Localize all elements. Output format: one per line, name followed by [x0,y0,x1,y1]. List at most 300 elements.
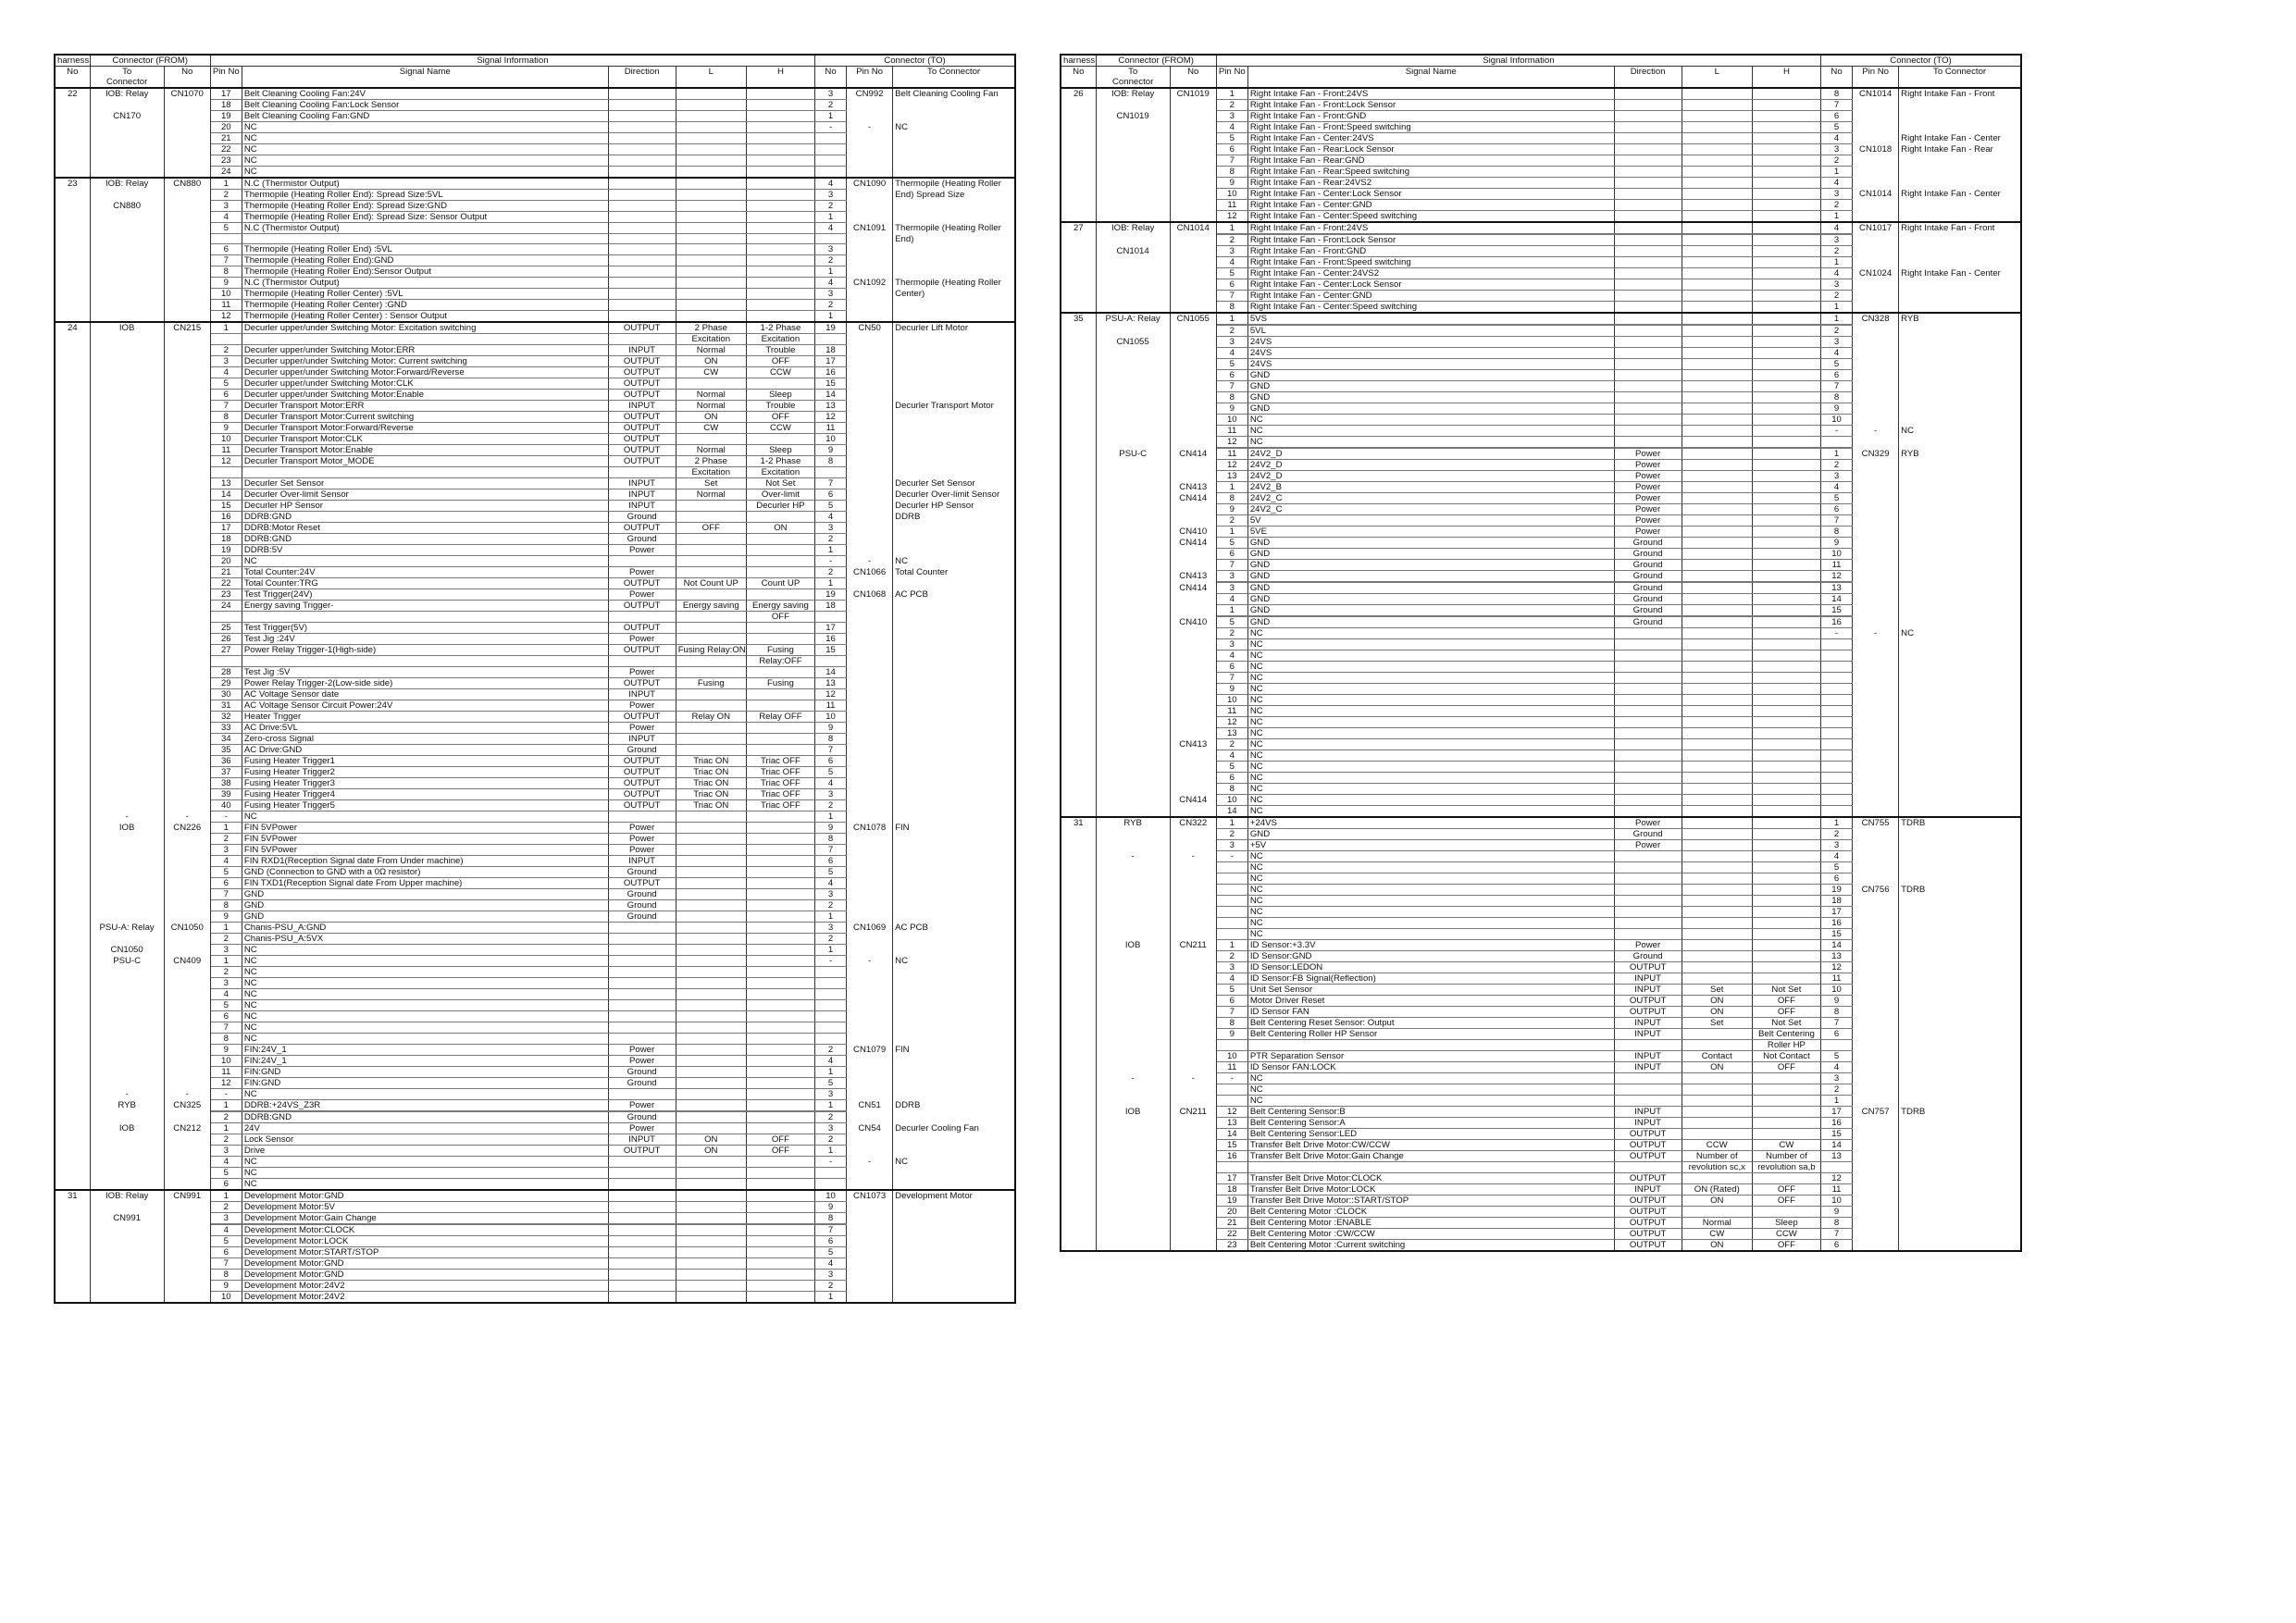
signal-name-cell: ID Sensor:+3.3V [1247,940,1614,951]
to-connector-cell [1096,257,1170,268]
l-value-cell [676,956,746,967]
pin-no-cell: 3 [1216,583,1247,594]
pin-no-cell: 11 [210,445,242,456]
direction-cell: OUTPUT [608,789,676,800]
to-pin-no-cell [1853,504,1899,515]
pin-no-cell: 11 [1216,706,1247,717]
to-pin-no-cell [1853,1029,1899,1040]
direction-cell: OUTPUT [608,456,676,467]
to-pin-no-cell [1853,795,1899,806]
from-connector-no-cell [164,311,210,323]
h-value-cell [746,823,814,834]
to-connector-cell [90,567,164,578]
to-connector-cell [1096,211,1170,223]
to-connector-name-cell [1899,684,2021,695]
to-connector-name-cell [1899,962,2021,973]
l-value-cell [1682,1029,1752,1040]
h-value-cell [1752,662,1820,673]
to-connector-name-cell [1899,873,2021,885]
h-value-cell [1752,337,1820,348]
l-value-cell: Fusing [676,678,746,689]
from-connector-no-cell: CN880 [164,178,210,190]
from-connector-no-cell [1170,985,1216,996]
to-connector-name-cell [893,856,1015,867]
l-header: L [1682,67,1752,89]
to-connector-name-cell [893,434,1015,445]
to-no-cell: 1 [815,111,847,122]
h-value-cell [1752,795,1820,806]
l-value-cell [1682,337,1752,348]
l-value-cell: ON [1682,1240,1752,1252]
l-value-cell [676,234,746,244]
to-no-cell: 18 [1821,896,1853,907]
to-connector-cell [90,223,164,234]
to-connector-cell [90,878,164,889]
to-connector-name-cell [893,1179,1015,1191]
direction-cell: OUTPUT [1614,1173,1682,1184]
to-connector-cell [90,612,164,623]
direction-cell: OUTPUT [608,378,676,390]
to-no-cell [1821,1162,1853,1173]
to-connector-cell [90,1034,164,1045]
to-connector-cell [1096,348,1170,359]
to-pin-no-cell [1853,739,1899,750]
harness-no-cell [55,689,90,700]
direction-cell [608,255,676,266]
from-connector-no-cell: CN413 [1170,571,1216,582]
to-connector-cell [90,1270,164,1281]
h-value-cell: OFF [1752,1184,1820,1196]
to-connector-name-cell [1899,907,2021,918]
signal-name-cell: Chanis-PSU_A:GND [242,923,608,934]
to-no-cell [1821,806,1853,818]
from-connector-no-cell [1170,279,1216,291]
harness-no-cell [1061,200,1096,211]
to-no-cell: 7 [1821,381,1853,392]
to-connector-header [1096,67,1170,89]
to-no-cell: 8 [1821,392,1853,403]
pin-no-cell: 12 [210,456,242,467]
to-no-cell: 8 [815,734,847,745]
l-value-cell [676,300,746,311]
pin-no-cell: 2 [1216,235,1247,246]
to-connector-name-cell [1899,279,2021,291]
harness-no-cell [1061,504,1096,515]
to-no-cell: 15 [1821,1129,1853,1140]
l-value-cell [676,1202,746,1213]
from-connector-no-cell [164,423,210,434]
harness-no-cell [55,155,90,167]
to-pin-no-cell [847,734,893,745]
direction-cell [1614,1162,1682,1173]
to-no-cell: 6 [815,1236,847,1247]
from-connector-no-cell [1170,662,1216,673]
table-row [1061,985,2021,996]
signal-name-cell: Belt Centering Reset Sensor: Output [1247,1018,1614,1029]
pin-no-cell: 5 [210,1168,242,1179]
to-no-cell [1821,695,1853,706]
from-connector-no-cell [1170,605,1216,616]
to-no-cell: 18 [815,601,847,612]
from-connector-no-cell [1170,1007,1216,1018]
harness-no-cell [55,1168,90,1179]
to-connector-cell [90,378,164,390]
from-connector-no-cell [164,1179,210,1191]
to-pin-no-cell [1853,1118,1899,1129]
to-connector-name-cell [893,623,1015,634]
from-connector-no-cell [164,700,210,712]
to-no-cell: 6 [815,856,847,867]
to-pin-no-cell: CN1017 [1853,222,1899,234]
harness-no-cell [1061,1073,1096,1084]
from-connector-no-cell [1170,392,1216,403]
to-connector-name-cell [893,445,1015,456]
pin-no-cell: 13 [1216,1118,1247,1129]
l-value-cell [1682,728,1752,739]
l-value-cell [676,1179,746,1191]
to-no-cell: 7 [1821,100,1853,111]
to-connector-name-cell [893,900,1015,911]
direction-cell [1614,437,1682,448]
to-connector-cell: CN1014 [1096,246,1170,257]
harness-no-cell [55,634,90,645]
h-value-cell [1752,515,1820,527]
pin-no-cell: - [210,1089,242,1100]
pin-no-cell: 14 [210,489,242,501]
to-no-cell [1821,639,1853,650]
table-row [1061,1062,2021,1073]
direction-cell: Power [1614,840,1682,851]
harness-no-cell [1061,896,1096,907]
h-value-cell: Triac OFF [746,756,814,767]
harness-no-cell: 26 [1061,88,1096,100]
harness-no-cell [1061,662,1096,673]
to-connector-name-cell: Center) [893,289,1015,300]
signal-name-cell: Decurler upper/under Switching Motor:ERR [242,345,608,356]
to-connector-cell [1096,268,1170,279]
h-value-cell [1752,426,1820,437]
table-row [55,1056,1015,1067]
signal-name-cell: Development Motor:24V2 [242,1292,608,1304]
to-connector-cell [90,634,164,645]
harness-no-cell [55,589,90,601]
to-no-cell: 3 [1821,840,1853,851]
to-connector-cell [90,1078,164,1089]
signal-name-cell: Right Intake Fan - Center:Lock Sensor [1247,279,1614,291]
harness-no-cell [55,1146,90,1157]
from-connector-no-cell: CN410 [1170,527,1216,538]
harness-no-cell [55,756,90,767]
direction-cell [1614,695,1682,706]
from-connector-no-cell [1170,348,1216,359]
to-pin-no-cell [1853,1018,1899,1029]
direction-cell [1614,773,1682,784]
direction-cell: INPUT [608,345,676,356]
direction-cell [608,122,676,133]
from-connector-no-cell [164,190,210,201]
to-connector-name-cell [1899,560,2021,571]
to-connector-cell [90,266,164,278]
from-connector-no-cell [1170,144,1216,155]
to-connector-name-cell [1899,762,2021,773]
to-connector-name-cell: Decurler Lift Motor [893,322,1015,334]
to-connector-cell: RYB [1096,817,1170,829]
table-row [1061,313,2021,325]
signal-name-cell: 24VS [1247,359,1614,370]
l-value-cell [1682,605,1752,616]
to-pin-no-cell [847,623,893,634]
to-pin-no-cell: CN1014 [1853,189,1899,200]
direction-cell [608,1011,676,1022]
to-connector-name-cell: DDRB [893,512,1015,523]
to-connector-name-cell [1899,1118,2021,1129]
l-value-cell [676,989,746,1000]
l-value-cell [676,589,746,601]
to-no-cell: 1 [815,1067,847,1078]
connector-label: Connector [106,77,148,87]
to-connector-name-cell [893,1022,1015,1034]
l-value-cell [676,1089,746,1100]
pin-no-cell: 8 [1216,493,1247,504]
to-connector-name-cell [893,989,1015,1000]
from-connector-no-cell [1170,1173,1216,1184]
to-pin-no-cell [1853,1062,1899,1073]
to-pin-no-cell [1853,951,1899,962]
pin-no-cell: 6 [1216,370,1247,381]
h-value-cell [1752,1173,1820,1184]
to-pin-no-cell [847,745,893,756]
to-connector-name-cell [1899,605,2021,616]
to-connector-cell [1096,1040,1170,1051]
from-connector-no-cell [164,1213,210,1224]
to-connector-name-cell [1899,1084,2021,1096]
table-row [55,423,1015,434]
harness-no-cell [55,266,90,278]
to-pin-no-cell [847,634,893,645]
to-pin-no-cell: - [847,956,893,967]
to-connector-cell [90,1168,164,1179]
signal-name-cell: Decurler upper/under Switching Motor:CLK [242,378,608,390]
to-pin-no-cell [847,712,893,723]
pin-no-cell: 3 [1216,246,1247,257]
h-value-cell [746,1247,814,1258]
signal-name-cell: NC [242,978,608,989]
to-connector-name-cell [893,300,1015,311]
pin-no-cell: 3 [1216,111,1247,122]
table-row [55,300,1015,311]
h-value-cell [746,144,814,155]
harness-no-cell [1061,605,1096,616]
from-connector-no-cell [164,289,210,300]
to-no-cell: 3 [815,88,847,100]
pin-no-cell: 27 [210,645,242,656]
l-value-cell [1682,178,1752,189]
signal-name-cell: GND (Connection to GND with a 0Ω resistor) [242,867,608,878]
to-pin-no-cell: - [1853,426,1899,437]
signal-name-cell: Test Trigger(24V) [242,589,608,601]
to-pin-no-cell [1853,359,1899,370]
to-no-cell: 13 [1821,1151,1853,1162]
to-connector-cell: IOB [90,322,164,334]
h-value-cell [746,223,814,234]
l-value-cell: ON [676,412,746,423]
to-connector-cell [1096,962,1170,973]
direction-cell [1614,279,1682,291]
from-connector-no-cell [164,412,210,423]
table-row [55,1292,1015,1304]
to-connector-cell: PSU-A: Relay [1096,313,1170,325]
to-no-cell: 4 [815,512,847,523]
to-connector-name-cell [1899,929,2021,940]
h-value-cell [1752,571,1820,582]
from-connector-no-cell [1170,437,1216,448]
h-value-cell [746,100,814,111]
signal-name-cell: 24V [242,1123,608,1134]
h-value-cell [1752,918,1820,929]
to-pin-no-cell [1853,639,1899,650]
signal-name-cell: FIN 5VPower [242,823,608,834]
direction-cell [608,300,676,311]
l-value-cell [1682,706,1752,717]
table-row [55,1168,1015,1179]
direction-cell [608,201,676,212]
harness-no-cell [55,989,90,1000]
to-connector-cell [90,512,164,523]
to-pin-no-cell [847,1258,893,1270]
direction-cell [1614,144,1682,155]
to-pin-no-cell: CN1073 [847,1190,893,1202]
direction-cell [608,1034,676,1045]
harness-no-cell [55,334,90,345]
table-row [55,100,1015,111]
to-pin-no-cell [847,967,893,978]
l-value-cell [676,178,746,190]
to-connector-cell [1096,1096,1170,1107]
from-connector-no-cell: CN1050 [164,923,210,934]
h-value-cell: Fusing [746,678,814,689]
to-no-cell: 8 [1821,88,1853,100]
signal-name-cell: Chanis-PSU_A:5VX [242,934,608,945]
h-value-cell: Count UP [746,578,814,589]
pin-no-cell [1216,1084,1247,1096]
table-row [1061,246,2021,257]
signal-name-cell: Development Motor:START/STOP [242,1247,608,1258]
direction-cell [608,311,676,323]
harness-no-cell [1061,1118,1096,1129]
direction-cell [1614,762,1682,773]
harness-no-cell [1061,717,1096,728]
harness-no-cell [1061,538,1096,549]
to-pin-no-cell [847,767,893,778]
to-pin-no-cell [1853,133,1899,144]
pin-no-cell: 6 [1216,996,1247,1007]
to-connector-cell [1096,122,1170,133]
to-pin-no-cell [847,378,893,390]
to-connector-cell [90,401,164,412]
to-pin-no-cell [847,155,893,167]
l-value-cell [1682,1040,1752,1051]
to-no-cell: 4 [815,878,847,889]
table-row [1061,739,2021,750]
h-value-cell [1752,873,1820,885]
direction-cell: Ground [1614,538,1682,549]
to-connector-cell [1096,973,1170,985]
to-connector-name-cell [1899,940,2021,951]
pin-no-cell: 18 [210,534,242,545]
to-connector-name-cell [1899,302,2021,314]
to-connector-name-cell [1899,673,2021,684]
table-row [1061,571,2021,582]
signal-name-cell: AC Drive:5VL [242,723,608,734]
signal-name-cell: Right Intake Fan - Center:Lock Sensor [1247,189,1614,200]
signal-name-cell: Fusing Heater Trigger4 [242,789,608,800]
direction-cell [608,1258,676,1270]
direction-cell: INPUT [608,489,676,501]
pin-no-cell: 39 [210,789,242,800]
to-connector-cell: CN880 [90,201,164,212]
h-value-cell [746,178,814,190]
to-pin-no-cell [847,456,893,467]
direction-cell [1614,167,1682,178]
to-pin-no-cell [1853,773,1899,784]
pin-no-cell [210,656,242,667]
direction-cell [608,656,676,667]
to-connector-cell [90,578,164,589]
from-connector-no-cell [1170,1018,1216,1029]
pin-no-cell: 6 [210,1011,242,1022]
to-connector-name-header: To Connector [893,67,1015,89]
l-value-cell [676,612,746,623]
signal-name-cell: Right Intake Fan - Center:24VS [1247,133,1614,144]
to-connector-cell: CN991 [90,1213,164,1224]
harness-no-cell [55,1034,90,1045]
signal-name-cell: Right Intake Fan - Center:24VS2 [1247,268,1614,279]
to-no-cell: 1 [1821,817,1853,829]
to-pin-no-cell [847,190,893,201]
direction-cell: OUTPUT [608,601,676,612]
harness-no-cell [55,601,90,612]
pin-no-cell: 7 [210,401,242,412]
to-pin-no-cell: CN992 [847,88,893,100]
to-connector-name-cell: NC [893,122,1015,133]
to-connector-name-cell [1899,1096,2021,1107]
to-pin-no-cell [847,534,893,545]
to-pin-no-cell [1853,896,1899,907]
table-row [55,289,1015,300]
harness-no-cell [55,278,90,289]
from-connector-no-cell [1170,773,1216,784]
l-value-cell [676,867,746,878]
pin-no-cell [1216,885,1247,896]
to-pin-no-cell [847,1270,893,1281]
harness-no-cell [1061,279,1096,291]
signal-name-cell: GND [1247,583,1614,594]
to-pin-no-cell: - [1853,628,1899,639]
direction-cell: OUTPUT [608,412,676,423]
to-connector-name-cell [893,778,1015,789]
pin-no-cell: 6 [210,244,242,255]
direction-cell: INPUT [608,734,676,745]
from-connector-no-cell: CN1070 [164,88,210,100]
direction-cell [608,334,676,345]
l-value-cell [676,967,746,978]
to-connector-cell: CN170 [90,111,164,122]
direction-cell: INPUT [608,478,676,489]
from-connector-no-cell: CN410 [1170,617,1216,628]
pin-no-cell [1216,929,1247,940]
to-connector-cell [1096,178,1170,189]
l-value-cell: ON [676,1146,746,1157]
